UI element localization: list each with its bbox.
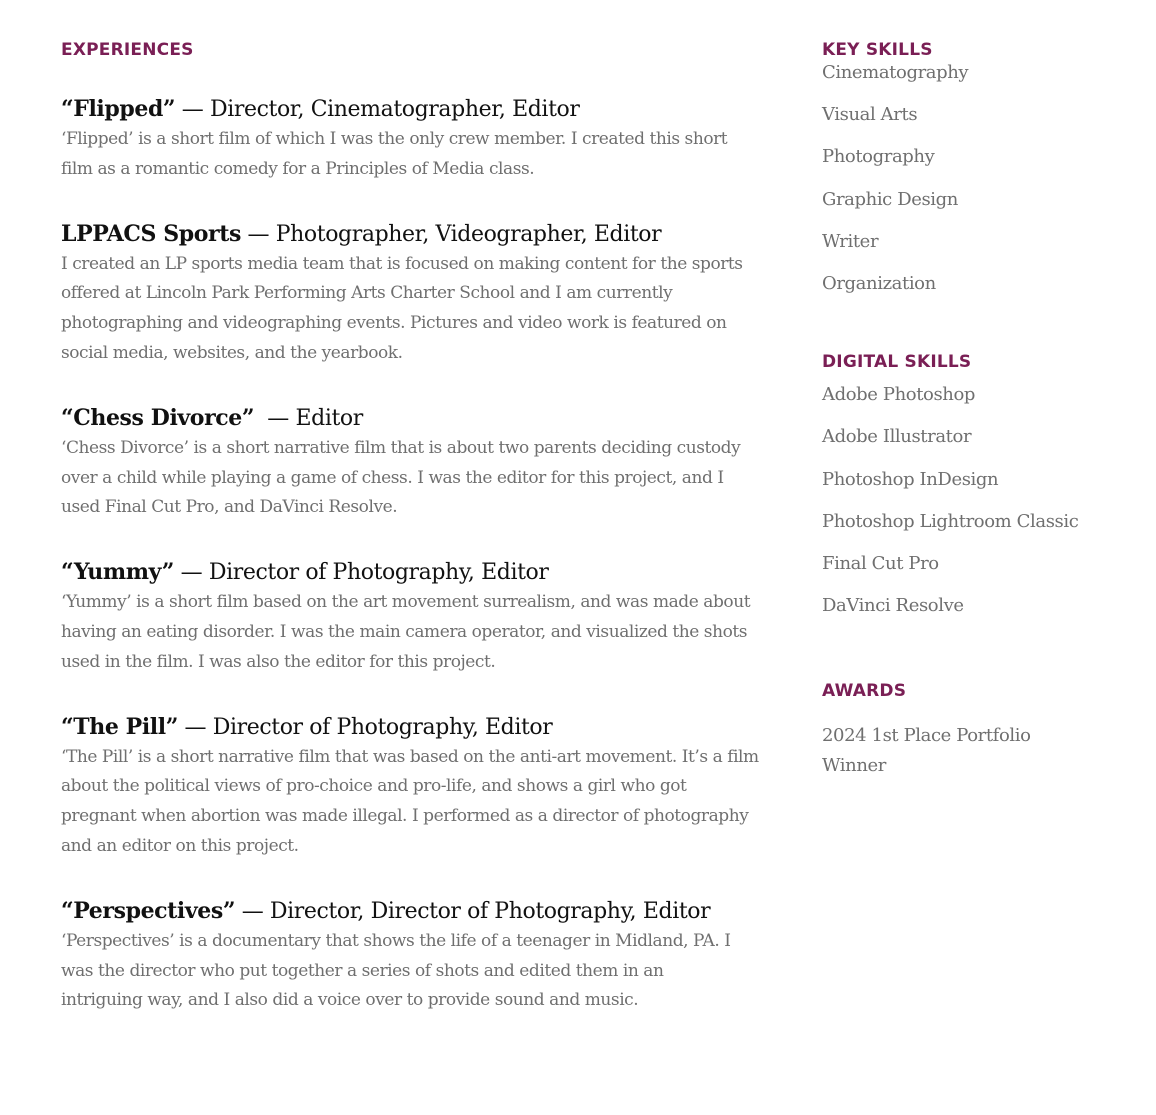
key-skill-item: Graphic Design [822, 188, 958, 210]
experience-description: I created an LP sports media team that is focused on making content for the sports offered at Lincoln Park Performing Arts Charter School and I am currently photographing and videographing events. Pictures and video work is featured on social media, websites, and the yearbook. [61, 253, 743, 363]
experience-chess-divorce [61, 403, 776, 523]
experience-description: ‘Flipped’ is a short film of which I was the only crew member. I created this short film as a romantic comedy for a Principles of Media class. [61, 129, 728, 179]
experience-name: “Yummy” [61, 559, 175, 586]
key-skill-item: Writer [822, 230, 879, 252]
key-skill-item: Cinematography [822, 62, 969, 83]
experience-yummy [61, 557, 776, 677]
experience-roles: — Director of Photography, Editor [177, 714, 553, 740]
experience-lppacs-sports [61, 219, 776, 369]
experience-name: “Chess Divorce” [61, 404, 255, 431]
experience-roles: — Editor [254, 405, 363, 431]
key-skills-heading: KEY SKILLS [822, 40, 933, 60]
experience-title [61, 219, 776, 250]
skills-column [822, 38, 1142, 781]
experience-title [61, 712, 776, 743]
experience-name: “Flipped” [61, 96, 176, 122]
experience-roles: — Director of Photography, Editor [174, 560, 549, 586]
experience-the-pill [61, 712, 776, 862]
award-item: 2024 1st Place Portfolio Winner [822, 725, 1031, 777]
awards-heading: AWARDS [822, 681, 907, 702]
digital-skill-item: Photoshop InDesign [822, 468, 999, 490]
digital-skill-item: Final Cut Pro [822, 553, 939, 575]
experiences-heading: EXPERIENCES [61, 40, 194, 60]
key-skills-list [822, 52, 1142, 305]
experiences-column [61, 38, 776, 1016]
key-skill-item: Photography [822, 146, 935, 168]
digital-skills-list [822, 374, 1142, 627]
experience-flipped [61, 94, 776, 185]
experience-description: ‘Perspectives’ is a documentary that shows the life of a teenager in Midland, PA. I was the director who put together a series of shots and edited them in an intriguing way, and I also did a voice over to provide sound and music. [61, 930, 731, 1011]
experience-title [61, 896, 776, 927]
experience-name: “The Pill” [61, 713, 178, 740]
digital-skill-item: Adobe Photoshop [822, 384, 976, 406]
experience-roles: — Director, Cinematographer, Editor [175, 97, 580, 122]
experience-roles: — Director, Director of Photography, Editor [235, 898, 711, 924]
experience-title [61, 557, 776, 588]
digital-skill-item: Photoshop Lightroom Classic [822, 510, 1079, 532]
experience-title [61, 403, 776, 434]
key-skill-item: Visual Arts [822, 104, 918, 126]
experience-description: ‘Yummy’ is a short film based on the art movement surrealism, and was made about having an eating disorder. I was the main camera operator, and visualized the shots used in the film. I was also the editor for this project. [61, 592, 751, 672]
key-skill-item: Organization [822, 273, 936, 295]
digital-skill-item: Adobe Illustrator [822, 426, 972, 448]
digital-skills-heading: DIGITAL SKILLS [822, 352, 972, 373]
experience-title [61, 94, 776, 125]
experience-perspectives [61, 896, 776, 1016]
experience-description: ‘The Pill’ is a short narrative film that was based on the anti-art movement. It’s a film about the political views of pro-choice and pro-life, and shows a girl who got pregnant when abortion was made illegal. I performed as a director of photography and an editor on this project. [61, 746, 759, 856]
experience-name: LPPACS Sports [61, 220, 241, 247]
experience-description: ‘Chess Divorce’ is a short narrative film that is about two parents deciding custody over a child while playing a game of chess. I was the editor for this project, and I used Final Cut Pro, and DaVinci Resolve. [61, 437, 741, 518]
digital-skill-item: DaVinci Resolve [822, 595, 964, 617]
experience-name: “Perspectives” [61, 897, 236, 924]
experience-roles: — Photographer, Videographer, Editor [240, 221, 662, 247]
